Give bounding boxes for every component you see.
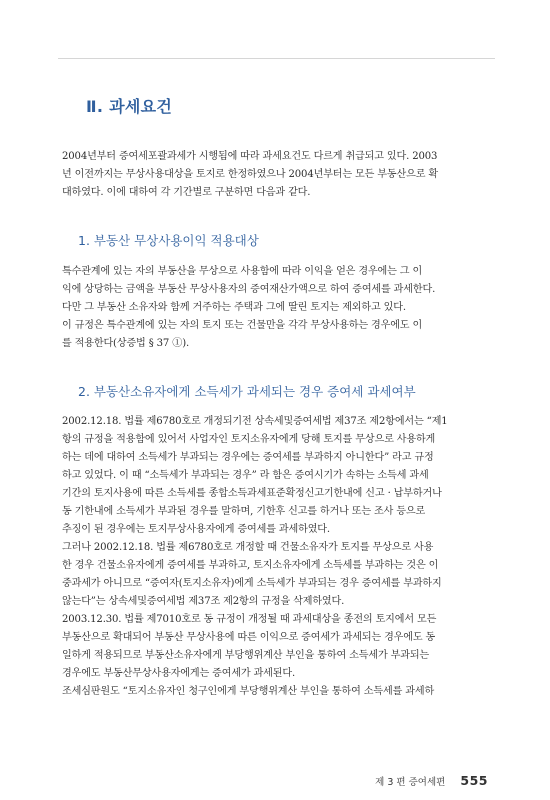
text-line: 일하게 적용되므로 부동산소유자에게 부당행위계산 부인을 통하여 소득세가 부과되는	[62, 650, 430, 661]
page-footer	[375, 770, 488, 789]
text-line: 항의 규정을 적용함에 있어서 사업자인 토지소유자에게 당해 토지를 무상으로 사용하게	[62, 434, 436, 445]
section2-body	[62, 413, 490, 701]
section1-body	[62, 263, 490, 353]
footer-chapter: 제 3 편 증여세편	[375, 777, 446, 788]
section1-heading: 1. 부동산 무상사용이익 적용대상	[78, 233, 259, 248]
text-line: 2003.12.30. 법률 제7010호로 동 규정이 개정될 때 과세대상을 종전의 토지에서 모든	[62, 614, 437, 625]
main-heading: Ⅱ. 과세요건	[86, 97, 173, 116]
text-line: 이 규정은 특수관계에 있는 자의 토지 또는 건물만을 각각 무상사용하는 경우에도 이	[62, 320, 423, 331]
text-line: 부동산으로 확대되어 부동산 무상사용에 따른 이익으로 증여세가 과세되는 경우에도 동	[62, 632, 436, 643]
text-line: 기간의 토지사용에 따른 소득세를 종합소득과세표준확정신고기한내에 신고 · 납부하거나	[62, 488, 442, 499]
text-line: 2004년부터 증여세포괄과세가 시행됨에 따라 과세요건도 다르게 취급되고 있다. 2003	[62, 151, 438, 162]
text-line: 하는 데에 대하여 소득세가 부과되는 경우에는 증여세를 부과하지 아니한다” 라고 규정	[62, 452, 434, 463]
intro-paragraph	[62, 148, 490, 202]
section2-heading: 2. 부동산소유자에게 소득세가 과세되는 경우 증여세 과세여부	[78, 384, 416, 399]
text-line: 2002.12.18. 법률 제6780호로 개정되기전 상속세및증여세법 제37조 제2항에서는 “제1	[62, 416, 448, 427]
text-line: 추징이 된 경우에는 토지무상사용자에게 증여세를 과세하였다.	[62, 524, 330, 535]
top-rule	[58, 58, 495, 59]
page-number: 555	[460, 773, 488, 788]
text-line: 한 경우 건물소유자에게 증여세를 부과하고, 토지소유자에게 소득세를 부과하는 것은 이	[62, 560, 439, 571]
text-line: 대하였다. 이에 대하여 각 기간별로 구분하면 다음과 같다.	[62, 187, 311, 198]
text-line: 익에 상당하는 금액을 부동산 무상사용자의 증여재산가액으로 하여 증여세를 과세한다.	[62, 284, 436, 295]
text-line: 중과세가 아니므로 “증여자(토지소유자)에게 소득세가 부과되는 경우 증여세를 부과하지	[62, 578, 442, 589]
text-line: 년 이전까지는 무상사용대상을 토지로 한정하였으나 2004년부터는 모든 부동산으로 확	[62, 169, 438, 180]
text-line: 를 적용한다(상증법 § 37 ①).	[62, 338, 190, 349]
text-line: 다만 그 부동산 소유자와 함께 거주하는 주택과 그에 딸린 토지는 제외하고 있다.	[62, 302, 406, 313]
text-line: 하고 있었다. 이 때 “소득세가 부과되는 경우” 라 함은 증여시기가 속하는 소득세 과세	[62, 470, 429, 481]
text-line: 동 기한내에 소득세가 부과된 경우를 말하며, 기한후 신고를 하거나 또는 조사 등으로	[62, 506, 426, 517]
text-line: 경우에도 부동산무상사용자에게는 증여세가 과세된다.	[62, 668, 296, 679]
text-line: 않는다”는 상속세및증여세법 제37조 제2항의 규정을 삭제하였다.	[62, 596, 345, 607]
text-line: 그러나 2002.12.18. 법률 제6780호로 개정할 때 건물소유자가 토지를 무상으로 사용	[62, 542, 434, 553]
text-line: 조세심판원도 “토지소유자인 청구인에게 부당행위계산 부인을 통하여 소득세를 과세하	[62, 686, 435, 697]
text-line: 특수관계에 있는 자의 부동산을 무상으로 사용함에 따라 이익을 얻은 경우에는 그 이	[62, 266, 423, 277]
